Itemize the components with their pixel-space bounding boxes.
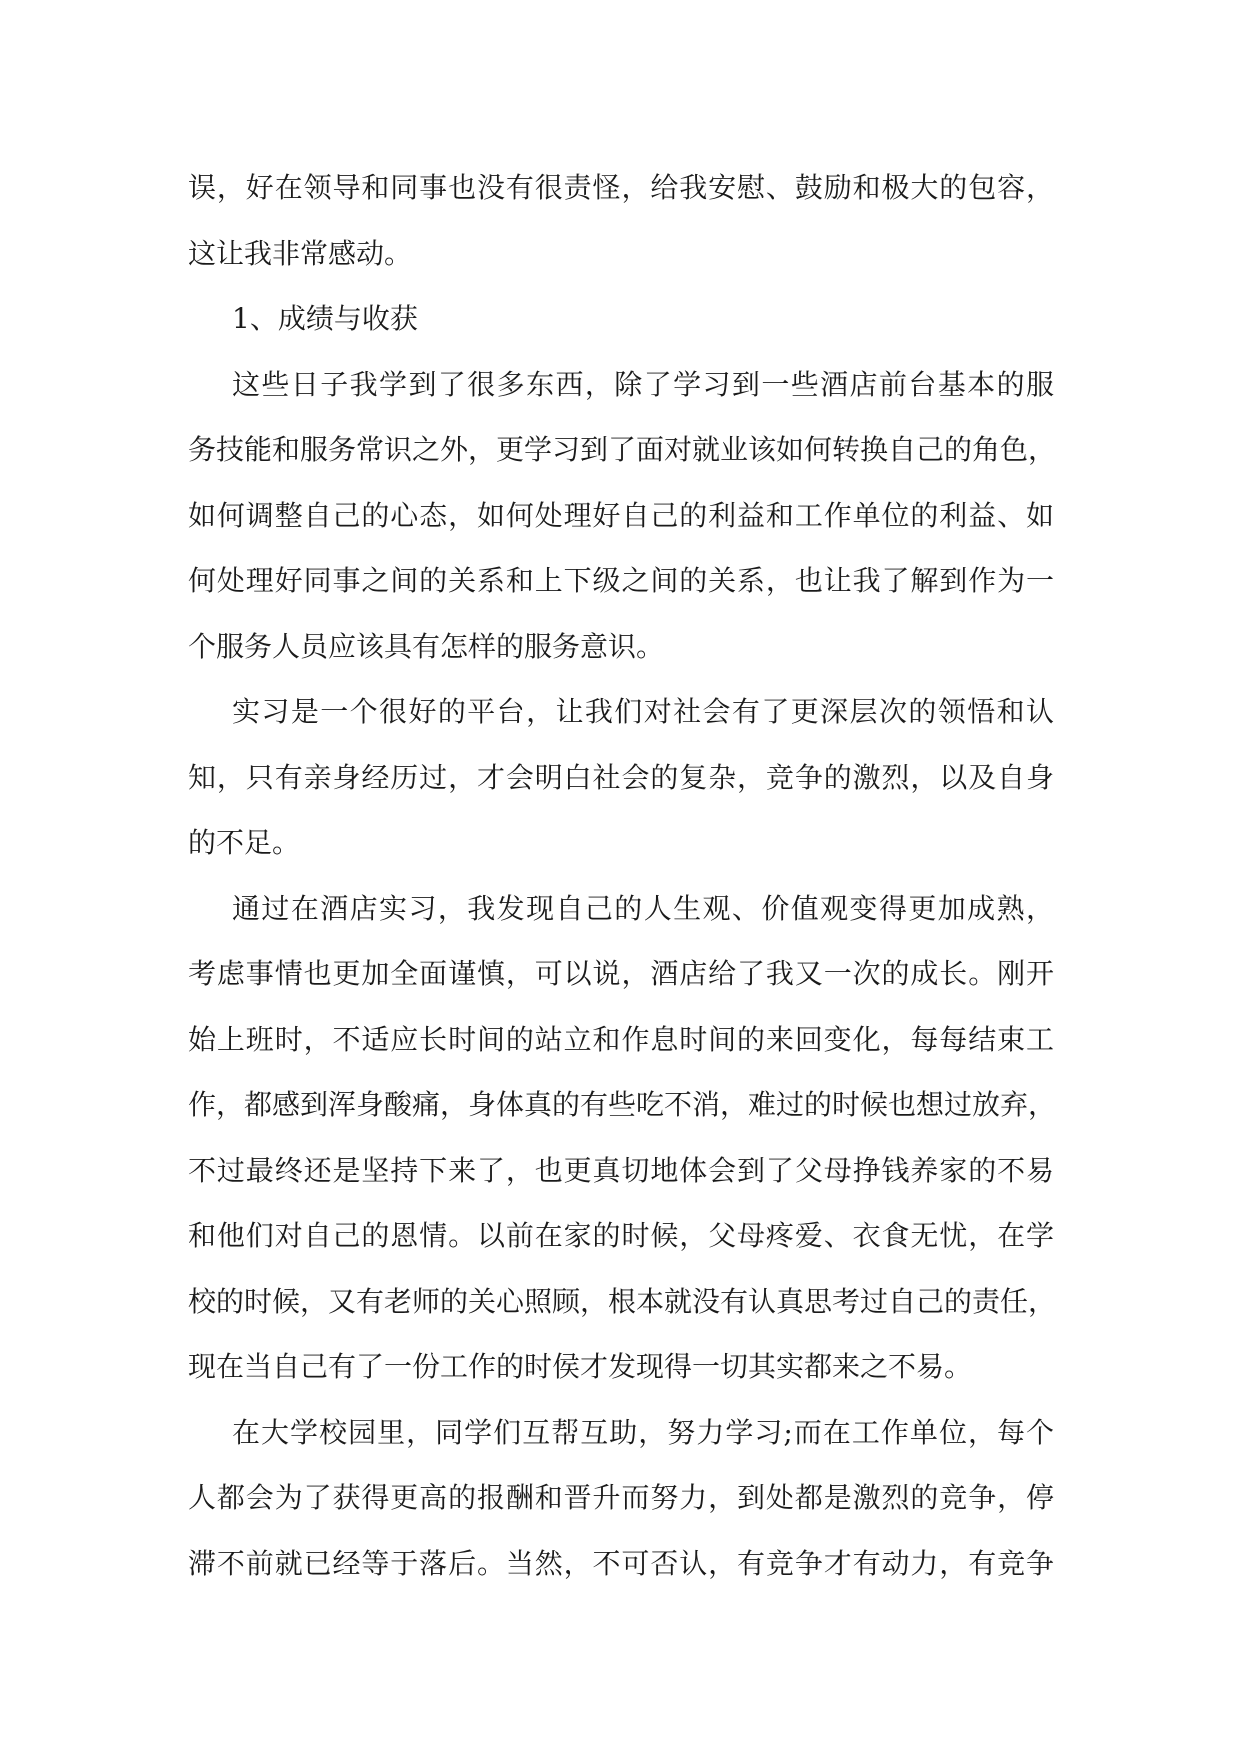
- text-line: 这让我非常感动。: [188, 236, 413, 270]
- text-line: 考虑事情也更加全面谨慎，可以说，酒店给了我又一次的成长。刚开: [188, 957, 1054, 990]
- text-line: 作，都感到浑身酸痛，身体真的有些吃不消，难过的时候也想过放弃，: [188, 1088, 1057, 1121]
- text-line: 误，好在领导和同事也没有很责怪，给我安慰、鼓励和极大的包容，: [188, 171, 1054, 204]
- text-line: 在大学校园里，同学们互帮互助，努力学习;而在工作单位，每个: [232, 1415, 1054, 1449]
- text-line: 通过在酒店实习，我发现自己的人生观、价值观变得更加成熟，: [232, 891, 1054, 925]
- text-line: 始上班时，不适应长时间的站立和作息时间的来回变化，每每结束工: [188, 1022, 1054, 1056]
- text-line: 不过最终还是坚持下来了，也更真切地体会到了父母挣钱养家的不易: [188, 1153, 1054, 1187]
- text-line: 何处理好同事之间的关系和上下级之间的关系，也让我了解到作为一: [188, 564, 1054, 597]
- text-line: 如何调整自己的心态，如何处理好自己的利益和工作单位的利益、如: [188, 498, 1054, 532]
- text-line: 和他们对自己的恩情。以前在家的时候，父母疼爱、衣食无忧，在学: [188, 1219, 1054, 1252]
- text-line: 现在当自己有了一份工作的时侯才发现得一切其实都来之不易。: [188, 1350, 973, 1383]
- text-line: 1、成绩与收获: [232, 302, 418, 335]
- text-line: 的不足。: [188, 826, 301, 859]
- text-line: 这些日子我学到了很多东西，除了学习到一些酒店前台基本的服: [232, 367, 1054, 401]
- text-line: 实习是一个很好的平台，让我们对社会有了更深层次的领悟和认: [232, 695, 1054, 728]
- text-line: 知，只有亲身经历过，才会明白社会的复杂，竞争的激烈，以及自身: [188, 760, 1054, 794]
- text-line: 务技能和服务常识之外，更学习到了面对就业该如何转换自己的角色，: [188, 433, 1057, 466]
- document-body: [188, 155, 1057, 1596]
- text-line: 校的时候，又有老师的关心照顾，根本就没有认真思考过自己的责任，: [188, 1284, 1057, 1318]
- text-line: 人都会为了获得更高的报酬和晋升而努力，到处都是激烈的竞争，停: [188, 1481, 1054, 1514]
- text-line: 个服务人员应该具有怎样的服务意识。: [188, 629, 665, 663]
- text-line: 滞不前就已经等于落后。当然，不可否认，有竞争才有动力，有竞争: [188, 1546, 1054, 1580]
